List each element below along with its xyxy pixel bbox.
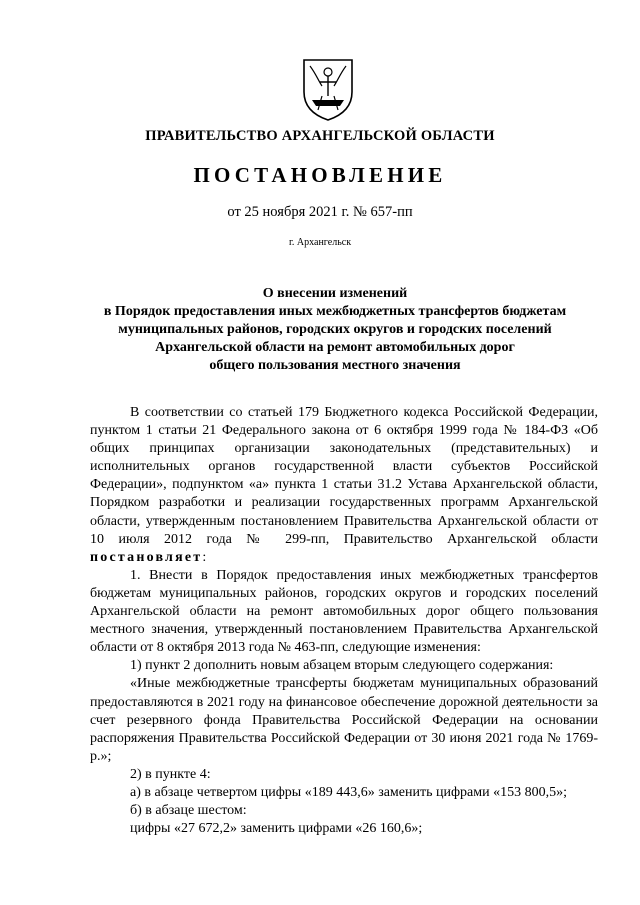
subitem-2b-text-paragraph: цифры «27 672,2» заменить цифрами «26 160,6»; [130, 821, 423, 837]
coat-of-arms-icon [300, 56, 356, 122]
document-title [80, 285, 590, 375]
title-line: в Порядок предоставления иных межбюджетных трансфертов бюджетам [103, 304, 567, 319]
preamble-paragraph [90, 404, 598, 567]
document-type: ПОСТАНОВЛЕНИЕ [193, 163, 447, 187]
subitem-1-paragraph: 1) пункт 2 дополнить новым абзацем вторым следующего содержания: [130, 658, 554, 674]
subitem-2b-paragraph: б) в абзаце шестом: [130, 803, 247, 819]
document-city: г. Архангельск [288, 237, 352, 248]
title-line: общего пользования местного значения [209, 358, 461, 373]
organization-name: ПРАВИТЕЛЬСТВО АРХАНГЕЛЬСКОЙ ОБЛАСТИ [145, 128, 495, 144]
title-line: О внесении изменений [262, 286, 408, 301]
title-line: Архангельской области на ремонт автомобильных дорог [155, 340, 515, 355]
resolves-colon: : [202, 549, 207, 565]
preamble-text: В соответствии со статьей 179 Бюджетного кодекса Российской Федерации, пунктом 1 статьи 21 Федерального закона от 6 октября 1999 года № 184-ФЗ «Об общих принципах организации законодательных (представительных) и исполнительных органов государственной власти субъектов Российской Федерации», подпунктом «а» пункта 1 статьи 31.2 Устава Архангельской области, Порядком разработки и реализации государственных программ Архангельской области, утвержденным постановлением Правительства Архангельской области от 10 июля 2012 года № 299-пп, Правительство Архангельской области [90, 405, 598, 547]
subitem-2a-paragraph: а) в абзаце четвертом цифры «189 443,6» заменить цифрами «153 800,5»; [130, 784, 568, 800]
item-1-paragraph: 1. Внести в Порядок предоставления иных межбюджетных трансфертов бюджетам муниципальных районов, городских округов и городских поселений Архангельской области на ремонт автомобильных дорог общего пользования местного значения, утвержденный постановлением Правительства Архангельской области от 8 октября 2013 года № 463-пп, следующие изменения: [90, 567, 598, 656]
document-date-number: от 25 ноября 2021 г. № 657-пп [227, 204, 413, 220]
resolves-word: постановляет [90, 549, 203, 565]
subitem-2-paragraph: 2) в пункте 4: [130, 766, 211, 782]
document-body [90, 404, 598, 838]
title-line: муниципальных районов, городских округов и городских поселений [118, 322, 552, 337]
quote-paragraph: «Иные межбюджетные трансферты бюджетам муниципальных образований предоставляются в 2021 году на финансовое обеспечение дорожной деятельности за счет резервного фонда Правительства Российской Федерации на основании распоряжения Правительства Российской Федерации от 30 июня 2021 года № 1769-р.»; [90, 676, 598, 764]
